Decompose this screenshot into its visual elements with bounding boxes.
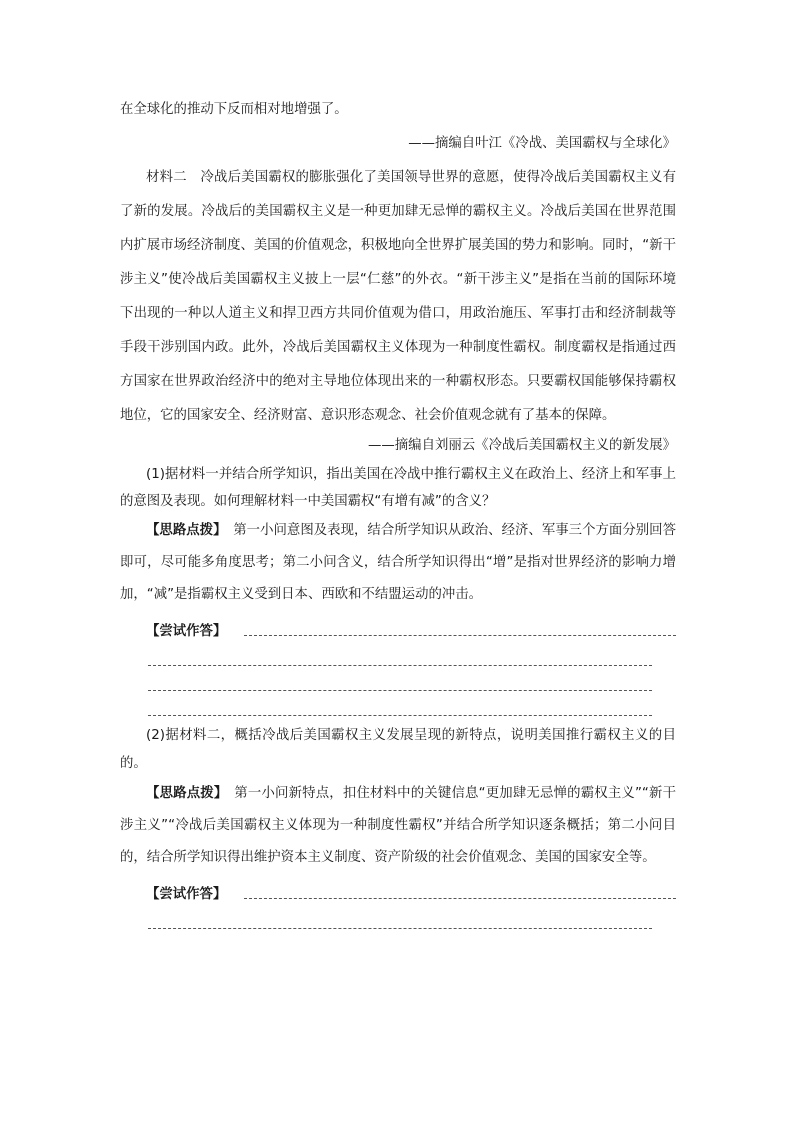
answer-line[interactable]: [148, 904, 652, 929]
answer-first-line[interactable]: [120, 617, 676, 641]
hint-body: 第一小问新特点，扣住材料中的关键信息“更加肆无忌惮的霸权主义”“新干涉主义”“冷战后美国霸权主义体现为一种制度性霸权”并结合所学知识逐条概括；第二小问目的，结合所学知识得出维护资本主义制度、资产阶级的社会价值观念、美国的国家安全等。: [120, 786, 676, 865]
hint-body: 第一小问意图及表现，结合所学知识从政治、经济、军事三个方面分别回答即可，尽可能多角度思考；第二小问含义，结合所学知识得出“增”是指对世界经济的影响力增加，“减”是指霸权主义受到日本、西欧和不结盟运动的冲击。: [120, 523, 676, 602]
answer-line[interactable]: [244, 623, 676, 636]
answer-label: 【尝试作答】: [146, 623, 227, 639]
answer-label: 【尝试作答】: [146, 886, 227, 902]
question-one-section: [120, 461, 676, 716]
question-one-hint: [120, 515, 676, 611]
answer-line[interactable]: [148, 666, 652, 691]
question-two-hint-text: [120, 778, 676, 874]
answer-line[interactable]: [244, 886, 676, 899]
question-one-hint-text: [120, 515, 676, 611]
question-two-text: (2)据材料二，概括冷战后美国霸权主义发展呈现的新特点，说明美国推行霸权主义的目的。: [120, 728, 676, 771]
material-two-text: 材料二 冷战后美国霸权的膨胀强化了美国领导世界的意愿，使得冷战后美国霸权主义有了新的发展。冷战后的美国霸权主义是一种更加肆无忌惮的霸权主义。冷战后美国在世界范围内扩展市场经济制度、美国的价值观念，积极地向全世界扩展美国的势力和影响。同时，“新干涉主义”使冷战后美国霸权主义披上一层“仁慈”的外衣。“新干涉主义”是指在当前的国际环境下出现的一种以人道主义和捍卫西方共同价值观为借口，用政治施压、军事打击和经济制裁等手段干涉别国内政。此外，冷战后美国霸权主义体现为一种制度性霸权。制度霸权是指通过西方国家在世界政治经济中的绝对主导地位体现出来的一种霸权形态。只要霸权国能够保持霸权地位，它的国家安全、经济财富、意识形态观念、社会价值观念就有了基本的保障。: [120, 170, 676, 423]
answer-line[interactable]: [148, 691, 652, 716]
question-one-text: (1)据材料一并结合所学知识，指出美国在冷战中推行霸权主义在政治上、经济上和军事上的意图及表现。如何理解材料一中美国霸权“有增有减”的含义？: [120, 467, 676, 509]
answer-line[interactable]: [148, 641, 652, 666]
question-two-answer-area[interactable]: [120, 880, 676, 929]
hint-label: 【思路点拨】: [146, 786, 221, 801]
hint-label: 【思路点拨】: [146, 523, 220, 538]
source-citation-one: ——摘编自叶江《冷战、美国霸权与全球化》: [408, 136, 676, 151]
answer-first-line[interactable]: [120, 880, 676, 904]
question-two-section: [120, 722, 676, 929]
question-two-hint: [120, 778, 676, 874]
material-one-tail: 在全球化的推动下反而相对地增强了。: [120, 102, 348, 117]
source-citation-two: ——摘编自刘丽云《冷战后美国霸权主义的新发展》: [368, 438, 676, 453]
question-one-answer-area[interactable]: [120, 617, 676, 716]
